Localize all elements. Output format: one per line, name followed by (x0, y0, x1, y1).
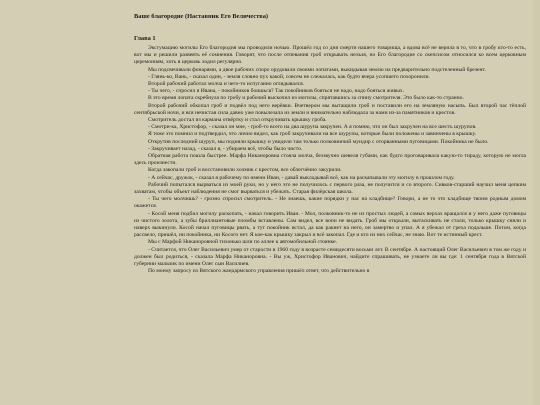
paragraph: Когда закопали гроб и восстановили холмик с крестом, все облегчённо закурили. (148, 167, 342, 174)
chapter-heading: Глава 1 (134, 35, 156, 42)
paragraph: - Ты чего, - спросил я Ивана, - покойников боишься? Так покойников бояться не надо, надо бояться живых. (148, 88, 405, 95)
paragraph: - Косой меня подбил могилу раскопать, - начал говорить Иван. - Мол, полковник-то не из простых людей, а самых верхах вращался и у него даже пуговицы из чистого золота, а зубы бриллиантовые пломбы вставлены. Сам видел, все вопи не видать. Гроб мы открыли, вытаскивать не стали, только крышку сняли и наверх выкинули. Косой начал пуговицы рвать, а тут покойник встал, да как ракнет на него, он замертво и упал. А я убежал от греха подальше. Потом, когда рассвело, пришёл, ни покойника, ни Косого нет. Я кое-как крышку закрыл и всё закопал. Где и кто из них сейчас, не знаю. Вот те истинный крест. (134, 210, 526, 239)
paragraph: Второй рабочий работал молча и чего-то испуганно оглядывался. (148, 81, 305, 88)
paragraph: Смотритель достал из кармана отвёртку и стал откручивать крышку гроба. (148, 117, 327, 124)
paragraph: Мы с Марфой Никаноровной тихонько шли по аллее к автомобильной стоянке. (148, 239, 338, 246)
paragraph: Я тоже это помнил и подтвердил, что лично видел, как гроб закручивали на все шурупы, которые были положены и завинчены в крышку. (148, 131, 477, 138)
paragraph: Второй рабочий обкопал гроб и подвёл под него верёвки. Вчетвером мы вытащили гроб и поставили его на земляную насыпь. Был второй час тёплой сентябрьской ночи, и вся нечистая сила давно уже повылезала из земли и внимательно наблюдала за нами из-за памятников и крестов. (134, 102, 526, 116)
scrollbar[interactable] (533, 0, 540, 405)
paragraph: Эксгумацию могилы Его благородия мы проводили ночью. Прошёл год со дня смерти нашего товарища, а вдова всё не верила в то, что в гробу кто-то есть, вот мы и решили развеять её сомнения. Говорят, что после отпевания гроб открывать нельзя, но Его благородие со скепсисом относился ко всем церковным церемониям, хоть в церковь ходил регулярно. (134, 45, 526, 66)
paragraph: Мы подсвечивали фонарями, а двое рабочих споро орудовали своими лопатами, выкидывая землю на предварительно подстеленный брезент. (148, 66, 486, 73)
paragraph: - Смотри-ка, Христофор, - сказал он мне, - гроб-то всего на два шурупа закручен. А я помню, что он был закручен на все шесть шурупов. (148, 124, 477, 131)
paragraph: Открутив последний шуруп, мы подняли крышку и увидели там только полковничий мундир с оторванными пуговицами. Покойника не было. (148, 138, 489, 145)
document-title: Ваше благородие (Наставник Его Величества) (134, 13, 269, 20)
paragraph: - Ты чего молчишь? - грозно спросил смотритель. - Не знаешь, какие порядки у нас на кладбище? Говори, а не то это кладбище твоим родным домом окажется. (134, 196, 526, 210)
paragraph: В это время лопата скребнула по гробу и рабочий выскочил из могилы, спрятавшись за спину смотрителя. Это было как-то странно. (148, 95, 464, 102)
paragraph: По моему запросу из Вятского жандармского управления пришёл ответ, что действительно в (148, 268, 370, 275)
body-text (134, 45, 526, 276)
paragraph: - А сейчас, дружок, - сказал я рабочему по имени Иван, - давай выкладывай всё, как на раскапывали эту могилу в прошлом году. (148, 174, 455, 181)
paragraph: Обратная работа пошла быстрее. Марфа Никаноровна стояла молча, беззвучно шевеля губами, как будто проговаривала какую-то тираду, которую не могла здесь произнести. (134, 153, 526, 167)
paragraph: Рабочий попытался вырваться из моей руки, но у него это не получилось с первого раза, не получится и со второго. Сивков-старший научил меня цепким захватам, чтобы объект наблюдения не смог вырваться и убежать. Старая филёрская школа. (134, 181, 526, 196)
paragraph: - Считается, что Олег Васильевич умер от старости в 1960 году в возрасте семидесяти восьми лет. В сентябре. А настоящий Олег Васильевич в том же году и должен был родиться, - сказала Марфа Никаноровна. - Вы уж, Христофор Иванович, найдите спрашивать, не узнаете ли вы где: 1 сентября года в Вятской губернии мальчик по имени Олег сын Василиев. (134, 246, 526, 268)
paragraph: - Глянь-ко, Вань, - сказал один, - земля словно пух какой, совсем не слежалась, как будто вчера усопшего похоронили. (148, 73, 430, 80)
paragraph: - Закручивает назад, - сказал я, - убираем всё, чтобы было чисто. (148, 145, 303, 152)
